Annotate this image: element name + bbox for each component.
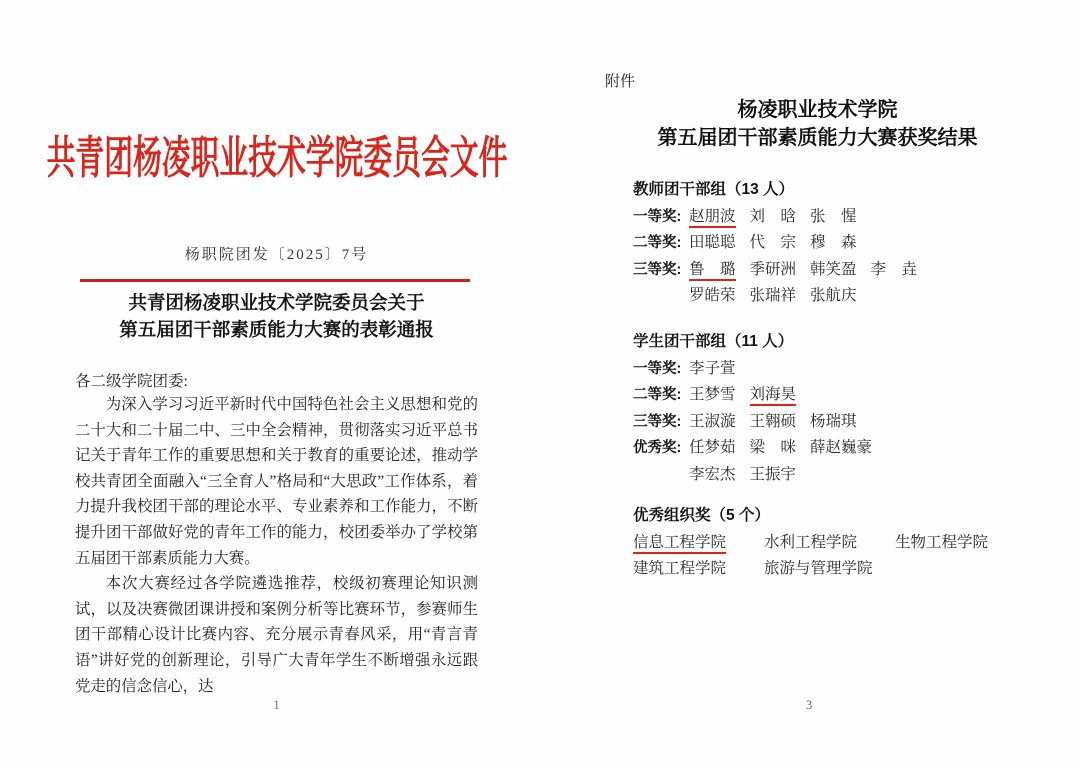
- award-row: [633, 230, 1030, 257]
- award-row: [633, 257, 1030, 284]
- page-number-left: 1: [273, 698, 280, 712]
- section-teacher-group: [633, 177, 1030, 310]
- awardee-name: 赵朋波: [689, 208, 736, 228]
- letterhead-wrap: [46, 126, 507, 184]
- awardee-name: 李宏杰: [689, 465, 736, 483]
- attachment-title-line1: 杨凌职业技术学院: [737, 99, 898, 121]
- award-row: [633, 382, 1030, 409]
- salutation: 各二级学院团委:: [75, 373, 188, 390]
- awardee-name: 水利工程学院: [764, 533, 858, 551]
- awardee-name: 生物工程学院: [895, 533, 989, 551]
- teacher-group-heading: 教师团干部组（13 人）: [633, 181, 795, 198]
- award-rank-label: 三等奖:: [633, 413, 682, 430]
- awardee-name: 杨瑞琪: [810, 412, 857, 430]
- awardee-name: 任梦茹: [689, 439, 736, 456]
- page-left: [46, 0, 507, 767]
- awardee-name: 鲁 璐: [689, 261, 736, 281]
- awardee-name: 张 惺: [810, 207, 857, 225]
- awardee-name: 梁 咪: [749, 439, 797, 456]
- awardee-names: [633, 560, 911, 577]
- awardee-names: [689, 261, 931, 278]
- document-number: 杨职院团发〔2025〕7号: [184, 247, 369, 263]
- body-paragraph-2: 本次大赛经过各学院遴选推荐，校级初赛理论知识测试，以及决赛微团课讲授和案例分析等比赛环节，参赛师生团干部精心设计比赛内容、充分展示青春风采，用“青言青语”讲好党的创新理论，引导广大青年学生不断增强永远跟党走的信念信心，达: [75, 575, 478, 695]
- awardee-name: 王淑漩: [689, 412, 736, 430]
- awardee-name: 张瑞祥: [749, 287, 797, 304]
- award-row: [633, 204, 1030, 231]
- page-right: [560, 0, 1030, 767]
- award-row: [633, 356, 1030, 383]
- awardee-names: [689, 439, 886, 456]
- award-row: [633, 556, 1030, 583]
- award-rank-label: 二等奖:: [633, 387, 682, 403]
- awardee-name: 王梦雪: [689, 386, 736, 403]
- awardee-name: 李 垚: [870, 260, 918, 278]
- awardee-name: 刘海昊: [750, 386, 797, 406]
- awardee-name: 王翱硕: [749, 412, 797, 430]
- awardee-name: 薛赵巍豪: [810, 439, 873, 456]
- award-rank-label: 优秀奖:: [633, 440, 682, 456]
- organization-award-heading: 优秀组织奖（5 个）: [633, 507, 770, 524]
- award-row-continuation: [633, 283, 1030, 310]
- awardee-names: [633, 534, 1026, 551]
- award-row: [633, 409, 1030, 436]
- document-title: [75, 291, 478, 345]
- student-group-heading: 学生团干部组（11 人）: [633, 333, 794, 350]
- awardee-names: [689, 287, 871, 304]
- award-row: [633, 530, 1030, 557]
- awardee-names: [689, 386, 810, 403]
- awardee-name: 代 宗: [749, 234, 797, 251]
- red-separator-line: [80, 279, 470, 282]
- awardee-name: 张航庆: [810, 287, 857, 304]
- awardee-names: [689, 413, 871, 430]
- awardee-name: 王振宇: [749, 465, 797, 483]
- letterhead-title: 共青团杨凌职业技术学院委员会文件: [46, 132, 507, 184]
- awardee-name: 季研洲: [749, 260, 797, 278]
- awardee-name: 罗皓荣: [689, 287, 736, 304]
- document-title-line2: 第五届团干部素质能力大赛的表彰通报: [119, 321, 434, 341]
- awardee-name: 旅游与管理学院: [764, 560, 873, 577]
- document-body: [75, 392, 478, 699]
- awardee-names: [689, 466, 810, 483]
- awardee-names: [689, 360, 750, 377]
- body-paragraph-1: 为深入学习习近平新时代中国特色社会主义思想和党的二十大和二十届二中、三中全会精神，贯彻落实习近平总书记关于青年工作的重要思想和关于教育的重要论述，推动学校共青团全面融入“三全育人”格局和“大思政”工作体系，着力提升我校团干部的理论水平、专业素养和工作能力，不断提升团干部做好党的青年工作的能力，校团委举办了学校第五届团干部素质能力大赛。: [75, 396, 478, 567]
- awardee-name: 田聪聪: [689, 234, 736, 251]
- awardee-name: 李子萱: [689, 359, 736, 377]
- awardee-names: [689, 234, 871, 251]
- awardee-names: [689, 208, 871, 225]
- awardee-name: 刘 晗: [749, 207, 797, 225]
- awardee-name: 韩笑盈: [810, 260, 857, 278]
- award-rank-label: 一等奖:: [633, 208, 682, 225]
- attachment-title: [605, 96, 1030, 152]
- award-rank-label: 二等奖:: [633, 235, 682, 251]
- award-rank-label: 一等奖:: [633, 360, 682, 377]
- awardee-name: 穆 森: [810, 234, 857, 251]
- attachment-label: 附件: [605, 74, 636, 90]
- section-student-group: [633, 329, 1030, 488]
- attachment-title-line2: 第五届团干部素质能力大赛获奖结果: [657, 127, 978, 149]
- award-rank-label: 三等奖:: [633, 261, 682, 278]
- awardee-name: 信息工程学院: [633, 534, 726, 554]
- award-row-continuation: [633, 462, 1030, 489]
- section-organization-award: [633, 503, 1030, 583]
- page-number-right: 3: [806, 698, 813, 712]
- document-title-line1: 共青团杨凌职业技术学院委员会关于: [128, 294, 425, 314]
- awardee-name: 建筑工程学院: [633, 560, 727, 577]
- award-row: [633, 435, 1030, 462]
